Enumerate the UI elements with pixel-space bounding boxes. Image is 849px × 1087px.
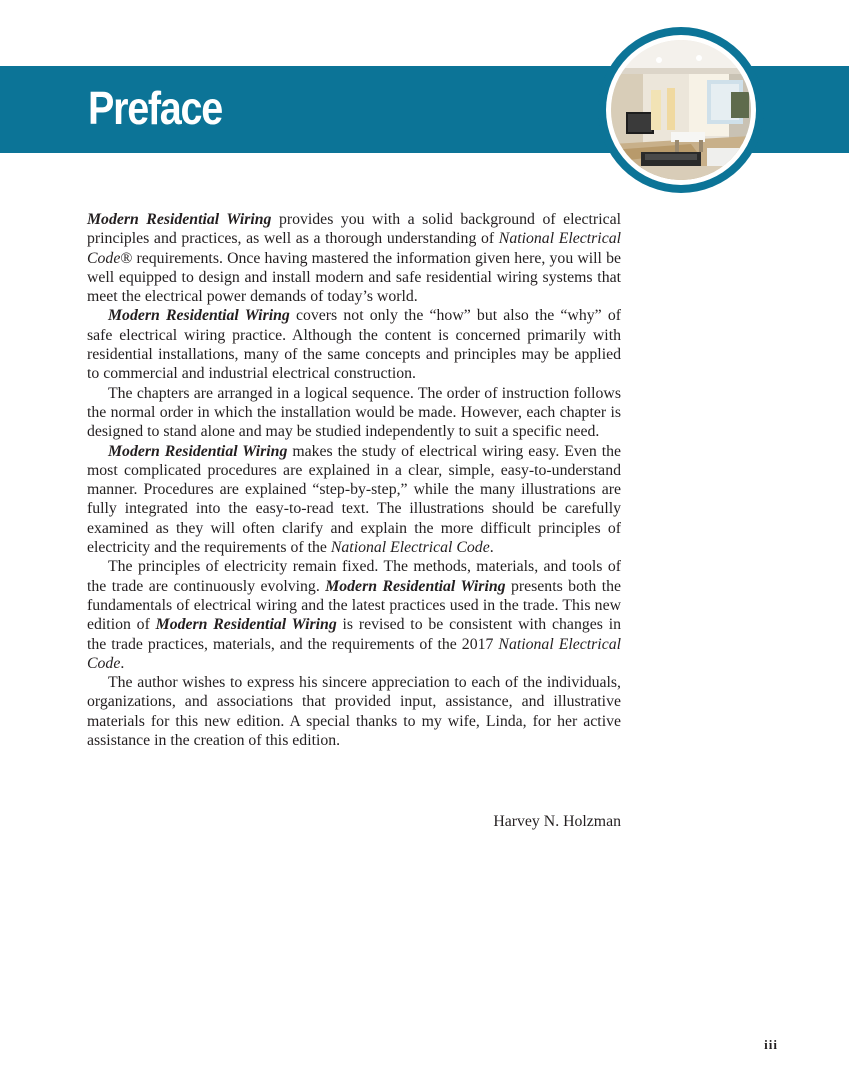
code-name: National Electrical Code bbox=[87, 230, 621, 267]
text-segment: The principles of electricity remain fixed. The methods, materials, and tools of the trade are continuously evolving. bbox=[87, 558, 621, 595]
paragraph bbox=[87, 210, 621, 306]
paragraph bbox=[87, 384, 621, 442]
living-room-photo bbox=[611, 40, 751, 180]
paragraph bbox=[87, 557, 621, 673]
paragraph bbox=[87, 442, 621, 558]
text-segment: ® requirements. Once having mastered the information given here, you will be well equipped to design and install modern and safe residential wiring systems that meet the electrical power demands of today’s world. bbox=[87, 249, 621, 306]
preface-body bbox=[87, 210, 621, 750]
text-segment: . bbox=[120, 654, 125, 672]
author-signature: Harvey N. Holzman bbox=[493, 813, 621, 830]
page-title: Preface bbox=[88, 82, 222, 134]
text-segment: . bbox=[489, 539, 494, 557]
text-segment: The chapters are arranged in a logical sequence. The order of instruction follows the normal order in which the installation would be made. However, each chapter is designed to stand alone and may be studied independently to suit a specific need. bbox=[87, 384, 621, 441]
book-title: Modern Residential Wiring bbox=[87, 211, 272, 228]
text-segment: The author wishes to express his sincere appreciation to each of the individuals, organizations, and associations that provided input, assistance, and illustrative materials for this new edition. A special thanks to my wife, Linda, for her active assistance in the creation of this edition. bbox=[87, 674, 621, 750]
book-title: Modern Residential Wiring bbox=[155, 616, 337, 634]
text-segment: covers not only the “how” but also the “why” of safe electrical wiring practice. Although the content is concerned primarily with residential installations, many of the same concepts and principles may be applied to commercial and industrial electrical construction. bbox=[87, 307, 621, 383]
paragraph bbox=[87, 673, 621, 750]
text-segment: presents both the fundamentals of electrical wiring and the latest practices used in the trade. This new edition of bbox=[87, 577, 622, 634]
text-segment: provides you with a solid background of electrical principles and practices, as well as a thorough understanding of bbox=[87, 211, 621, 248]
book-title: Modern Residential Wiring bbox=[108, 307, 290, 325]
text-segment: is revised to be consistent with changes in the trade practices, materials, and the requirements of the 2017 bbox=[87, 616, 621, 653]
page-number: iii bbox=[764, 1037, 778, 1052]
text-segment: makes the study of electrical wiring easy. Even the most complicated procedures are explained in a clear, simple, easy-to-understand manner. Procedures are explained “step-by-step,” while the many illustrations are fully integrated into the easy-to-read text. The illustrations should be carefully examined as they will often clarify and explain the more difficult principles of electricity and the requirements of the bbox=[87, 442, 621, 557]
code-name: National Electrical Code bbox=[330, 539, 490, 557]
code-name: National Electrical Code bbox=[87, 635, 621, 672]
book-title: Modern Residential Wiring bbox=[325, 577, 506, 595]
book-title: Modern Residential Wiring bbox=[108, 442, 288, 460]
paragraph bbox=[87, 306, 621, 383]
